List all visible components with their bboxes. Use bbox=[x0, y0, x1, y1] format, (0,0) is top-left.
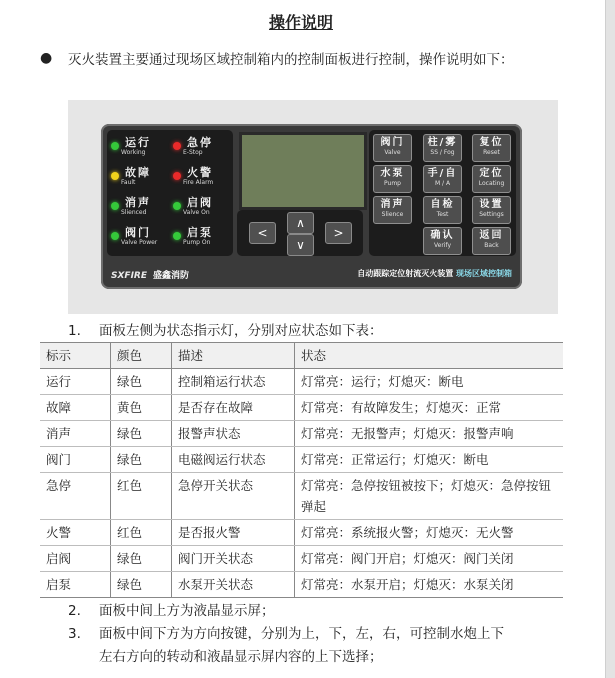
led-fire-alarm bbox=[173, 172, 181, 180]
indicator-valve-on bbox=[173, 194, 231, 220]
indicator-label: 启阀 bbox=[187, 196, 213, 209]
table-row: 启阀 绿色 阀门开关状态 灯常亮：阀门开启；灯熄灭：阀门关闭 bbox=[40, 546, 563, 572]
panel-tagline bbox=[357, 268, 512, 279]
indicator-estop bbox=[173, 134, 231, 160]
indicator-sublabel: Fire Alarm bbox=[183, 179, 214, 186]
indicator-sublabel: Fault bbox=[121, 179, 136, 186]
table-row: 火警 红色 是否报火警 灯常亮：系统报火警；灯熄灭：无火警 bbox=[40, 520, 563, 546]
pump-key[interactable]: 水泵 Pump bbox=[373, 165, 412, 193]
indicator-label: 急停 bbox=[187, 136, 213, 149]
table-header: 描述 bbox=[172, 343, 295, 369]
reset-key[interactable]: 复位 Reset bbox=[472, 134, 511, 162]
indicator-working bbox=[111, 134, 171, 160]
indicator-sublabel: Working bbox=[121, 149, 146, 156]
brand-name: 盛鑫消防 bbox=[153, 271, 190, 281]
arrow-left-button[interactable]: < bbox=[249, 222, 276, 244]
brand-mark bbox=[111, 268, 189, 281]
arrow-up-button[interactable]: ∧ bbox=[287, 212, 314, 234]
direction-keys bbox=[237, 210, 363, 256]
panel-photo bbox=[68, 100, 558, 314]
indicator-sublabel: Pump On bbox=[183, 239, 211, 246]
indicator-sublabel: Valve Power bbox=[121, 239, 158, 246]
indicator-sublabel: E-Stop bbox=[183, 149, 203, 156]
table-row: 故障 黄色 是否存在故障 灯常亮：有故障发生；灯熄灭：正常 bbox=[40, 395, 563, 421]
indicator-fire-alarm bbox=[173, 164, 231, 190]
manual-auto-key[interactable]: 手/自 M / A bbox=[423, 165, 462, 193]
indicator-label: 故障 bbox=[125, 166, 151, 179]
indicator-label: 消声 bbox=[125, 196, 151, 209]
table-row: 急停 红色 急停开关状态 灯常亮：急停按钮被按下；灯熄灭：急停按钮弹起 bbox=[40, 473, 563, 520]
page-edge bbox=[605, 0, 615, 678]
indicator-sublabel: Slienced bbox=[121, 209, 147, 216]
valve-key[interactable]: 阀门 Valve bbox=[373, 134, 412, 162]
indicator-valve-power bbox=[111, 224, 171, 250]
indicator-label: 运行 bbox=[125, 136, 151, 149]
indicator-block bbox=[107, 130, 233, 256]
back-key[interactable]: 返回 Back bbox=[472, 227, 511, 255]
function-keys bbox=[369, 130, 516, 256]
indicator-silenced bbox=[111, 194, 171, 220]
table-header-row bbox=[40, 343, 563, 369]
bullet-mark: ● bbox=[40, 50, 53, 66]
indicator-pump-on bbox=[173, 224, 231, 250]
settings-key[interactable]: 设置 Settings bbox=[472, 196, 511, 224]
tagline-main: 自动跟踪定位射流灭火装置 bbox=[357, 269, 454, 278]
table-header: 颜色 bbox=[111, 343, 172, 369]
verify-key[interactable]: 确认 Verify bbox=[423, 227, 462, 255]
led-pump-on bbox=[173, 232, 181, 240]
indicator-label: 火警 bbox=[187, 166, 213, 179]
indicator-label: 阀门 bbox=[125, 226, 151, 239]
intro-text: 灭火装置主要通过现场区域控制箱内的控制面板进行控制，操作说明如下： bbox=[68, 52, 514, 68]
lcd-display bbox=[239, 132, 367, 210]
led-valve-on bbox=[173, 202, 181, 210]
led-estop bbox=[173, 142, 181, 150]
table-row: 消声 绿色 报警声状态 灯常亮：无报警声；灯熄灭：报警声响 bbox=[40, 421, 563, 447]
indicator-fault bbox=[111, 164, 171, 190]
locating-key[interactable]: 定位 Locating bbox=[472, 165, 511, 193]
table-header: 标示 bbox=[40, 343, 111, 369]
led-valve-power bbox=[111, 232, 119, 240]
table-row: 阀门 绿色 电磁阀运行状态 灯常亮：正常运行；灯熄灭：断电 bbox=[40, 447, 563, 473]
status-table bbox=[40, 342, 563, 598]
ss-fog-key[interactable]: 柱/雾 SS / Fog bbox=[423, 134, 462, 162]
led-silenced bbox=[111, 202, 119, 210]
arrow-down-button[interactable]: ∨ bbox=[287, 234, 314, 256]
test-key[interactable]: 自检 Test bbox=[423, 196, 462, 224]
table-row: 运行 绿色 控制箱运行状态 灯常亮：运行；灯熄灭：断电 bbox=[40, 369, 563, 395]
arrow-right-button[interactable]: > bbox=[325, 222, 352, 244]
brand-logo: SXFIRE bbox=[111, 271, 147, 281]
control-panel bbox=[101, 124, 522, 289]
led-fault bbox=[111, 172, 119, 180]
page-title: 操作说明 bbox=[268, 13, 333, 32]
table-header: 状态 bbox=[295, 343, 564, 369]
indicator-label: 启泵 bbox=[187, 226, 213, 239]
silence-key[interactable]: 消声 Slience bbox=[373, 196, 412, 224]
led-working bbox=[111, 142, 119, 150]
table-row: 启泵 绿色 水泵开关状态 灯常亮：水泵开启；灯熄灭：水泵关闭 bbox=[40, 572, 563, 598]
indicator-sublabel: Valve On bbox=[183, 209, 210, 216]
tagline-sub: 现场区域控制箱 bbox=[456, 269, 512, 278]
